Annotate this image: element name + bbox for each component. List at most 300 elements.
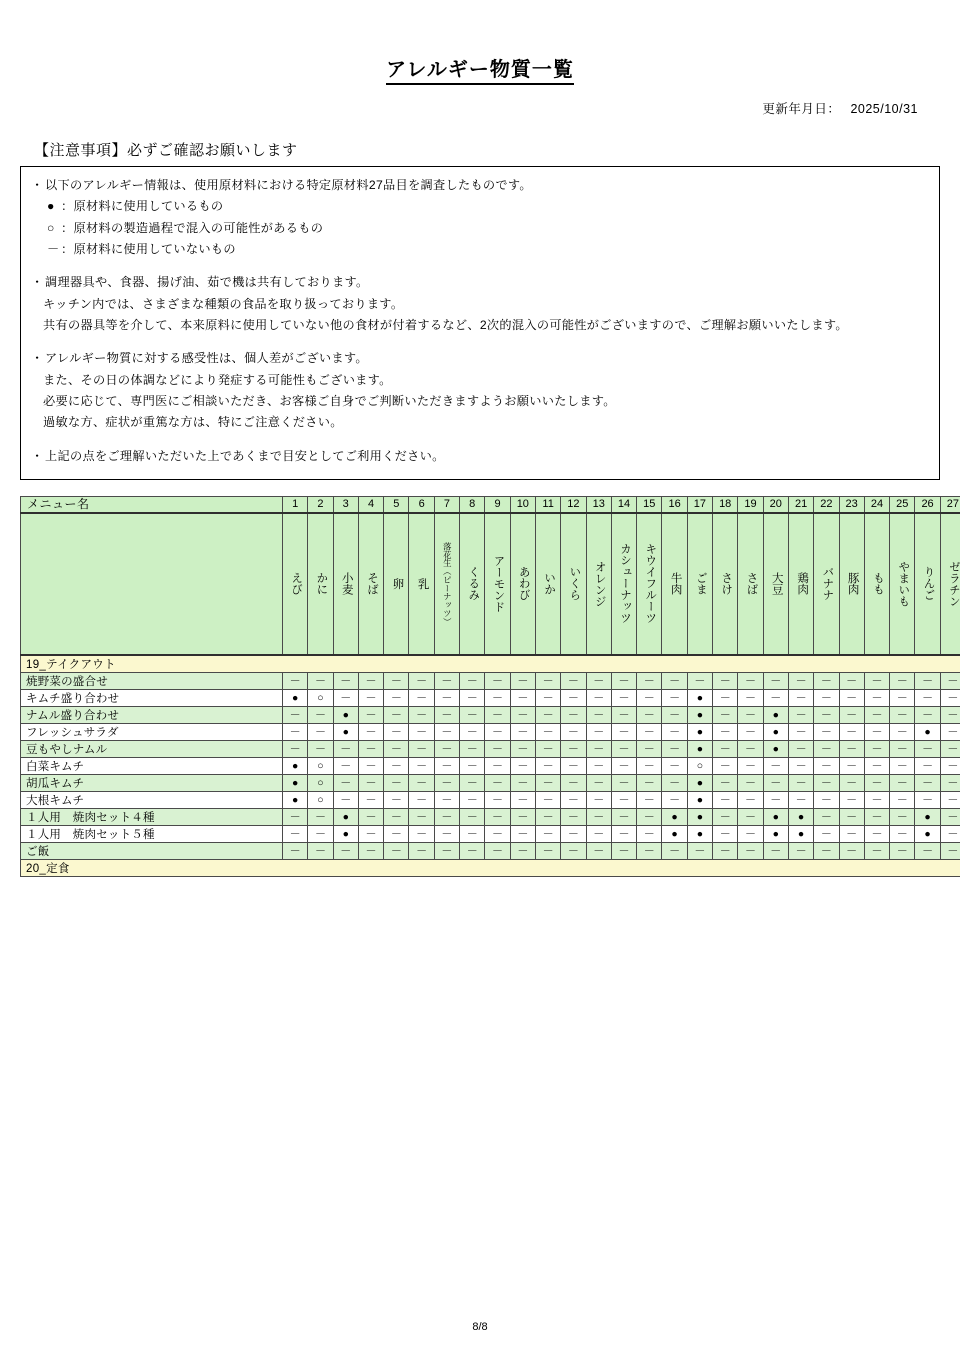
allergen-cell-1 bbox=[283, 757, 308, 774]
allergen-cell-20 bbox=[763, 842, 788, 859]
allergen-mark: － bbox=[947, 674, 959, 687]
allergen-header-22 bbox=[814, 513, 839, 655]
allergen-cell-3 bbox=[333, 689, 358, 706]
allergen-name-label: 豚肉 bbox=[846, 572, 859, 596]
allergen-cell-10 bbox=[510, 842, 535, 859]
allergen-name-label: ゼラチン bbox=[947, 560, 960, 607]
allergen-cell-5 bbox=[384, 706, 409, 723]
allergen-cell-5 bbox=[384, 672, 409, 689]
allergen-name-label: カシューナッツ bbox=[618, 543, 631, 624]
allergen-mark: － bbox=[871, 742, 883, 755]
allergen-mark: － bbox=[517, 691, 529, 704]
table-row bbox=[21, 842, 960, 859]
allergen-cell-19 bbox=[738, 706, 763, 723]
notice-heading: 【注意事項】必ずご確認お願いします bbox=[34, 142, 298, 159]
allergen-cell-10 bbox=[510, 808, 535, 825]
allergen-mark: － bbox=[795, 674, 807, 687]
allergen-name-label: あわび bbox=[517, 566, 530, 601]
allergen-mark: － bbox=[669, 742, 681, 755]
allergen-cell-1 bbox=[283, 723, 308, 740]
allergen-name-label: やまいも bbox=[897, 560, 910, 607]
allergen-cell-21 bbox=[788, 774, 813, 791]
allergen-mark: － bbox=[744, 759, 756, 772]
allergen-number-17: 17 bbox=[687, 497, 712, 513]
allergen-cell-16 bbox=[662, 740, 687, 757]
allergen-mark: － bbox=[517, 776, 529, 789]
allergen-number-2: 2 bbox=[308, 497, 333, 513]
allergen-mark: ○ bbox=[317, 691, 324, 704]
allergen-cell-10 bbox=[510, 706, 535, 723]
allergen-mark: ● bbox=[671, 827, 678, 840]
allergen-number-7: 7 bbox=[434, 497, 459, 513]
allergen-mark: ● bbox=[291, 793, 299, 806]
allergen-mark: － bbox=[871, 793, 883, 806]
allergen-mark: － bbox=[365, 776, 377, 789]
allergen-cell-23 bbox=[839, 672, 864, 689]
allergen-mark: － bbox=[466, 810, 478, 823]
allergen-table bbox=[20, 496, 960, 877]
allergen-cell-6 bbox=[409, 740, 434, 757]
menu-item-label: 白菜キムチ bbox=[21, 757, 283, 774]
notice-bullet-icon: ・ bbox=[31, 448, 44, 463]
allergen-mark: － bbox=[567, 776, 579, 789]
allergen-mark: － bbox=[896, 674, 908, 687]
allergen-mark: － bbox=[744, 844, 756, 857]
allergen-cell-1 bbox=[283, 825, 308, 842]
allergen-cell-4 bbox=[358, 757, 383, 774]
allergen-cell-11 bbox=[535, 808, 560, 825]
allergen-cell-20 bbox=[763, 808, 788, 825]
allergen-cell-22 bbox=[814, 689, 839, 706]
menu-item-label: 豆もやしナムル bbox=[21, 740, 283, 757]
allergen-mark: － bbox=[744, 674, 756, 687]
allergen-mark: ● bbox=[696, 793, 704, 806]
allergen-mark: － bbox=[340, 793, 352, 806]
allergen-mark: － bbox=[820, 827, 832, 840]
allergen-cell-5 bbox=[384, 689, 409, 706]
allergen-header-12 bbox=[561, 513, 586, 655]
allergen-cell-20 bbox=[763, 723, 788, 740]
allergen-cell-3 bbox=[333, 757, 358, 774]
allergen-name-label: もも bbox=[871, 572, 884, 596]
allergen-cell-23 bbox=[839, 757, 864, 774]
allergen-cell-8 bbox=[460, 672, 485, 689]
allergen-mark: － bbox=[643, 759, 655, 772]
allergen-mark: － bbox=[441, 674, 453, 687]
allergen-cell-23 bbox=[839, 842, 864, 859]
allergen-mark: － bbox=[441, 708, 453, 721]
notice-line bbox=[31, 272, 929, 293]
allergen-mark: ○ bbox=[317, 793, 324, 806]
allergen-mark: － bbox=[820, 844, 832, 857]
page-title: アレルギー物質一覧 bbox=[386, 58, 574, 85]
allergen-cell-18 bbox=[713, 825, 738, 842]
allergen-mark: ● bbox=[696, 827, 704, 840]
allergen-mark: ● bbox=[772, 810, 779, 823]
allergen-mark: － bbox=[795, 708, 807, 721]
allergen-mark: － bbox=[669, 708, 681, 721]
allergen-mark: － bbox=[618, 759, 630, 772]
allergen-cell-18 bbox=[713, 757, 738, 774]
allergen-mark: － bbox=[643, 810, 655, 823]
allergen-name-label: 鶏肉 bbox=[796, 572, 809, 596]
allergen-mark: － bbox=[593, 844, 605, 857]
allergen-mark: － bbox=[669, 725, 681, 738]
allergen-mark: － bbox=[770, 793, 782, 806]
allergen-header-20 bbox=[763, 513, 788, 655]
allergen-cell-14 bbox=[611, 740, 636, 757]
allergen-cell-17 bbox=[687, 757, 712, 774]
allergen-number-25: 25 bbox=[890, 497, 915, 513]
allergen-cell-8 bbox=[460, 757, 485, 774]
allergen-mark: － bbox=[542, 708, 554, 721]
allergen-name-label: くるみ bbox=[467, 566, 480, 601]
allergen-mark: ● bbox=[924, 827, 931, 840]
allergen-header-26 bbox=[915, 513, 940, 655]
allergen-mark: － bbox=[922, 691, 934, 704]
allergen-mark: － bbox=[416, 810, 428, 823]
allergen-mark: － bbox=[416, 827, 428, 840]
allergen-cell-14 bbox=[611, 689, 636, 706]
allergen-cell-15 bbox=[637, 774, 662, 791]
allergen-header-4 bbox=[358, 513, 383, 655]
allergen-mark: － bbox=[618, 776, 630, 789]
allergen-number-4: 4 bbox=[358, 497, 383, 513]
allergen-mark: － bbox=[390, 776, 402, 789]
update-date-label: 更新年月日： bbox=[762, 102, 841, 116]
allergen-cell-15 bbox=[637, 740, 662, 757]
allergen-mark: － bbox=[416, 674, 428, 687]
allergen-cell-1 bbox=[283, 740, 308, 757]
allergen-cell-13 bbox=[586, 774, 611, 791]
allergen-cell-22 bbox=[814, 740, 839, 757]
allergen-mark: － bbox=[820, 674, 832, 687]
allergen-cell-24 bbox=[864, 774, 889, 791]
allergen-cell-19 bbox=[738, 842, 763, 859]
allergen-cell-7 bbox=[434, 672, 459, 689]
allergen-mark: － bbox=[416, 759, 428, 772]
allergen-mark: － bbox=[517, 759, 529, 772]
allergen-mark: － bbox=[340, 691, 352, 704]
allergen-mark: － bbox=[593, 810, 605, 823]
allergen-mark: － bbox=[820, 691, 832, 704]
allergen-mark: － bbox=[492, 691, 504, 704]
allergen-cell-8 bbox=[460, 774, 485, 791]
allergen-name-label: そば bbox=[366, 572, 379, 596]
allergen-cell-15 bbox=[637, 791, 662, 808]
allergen-cell-7 bbox=[434, 706, 459, 723]
allergen-mark: － bbox=[719, 810, 731, 823]
allergen-cell-2 bbox=[308, 825, 333, 842]
allergen-cell-16 bbox=[662, 825, 687, 842]
allergen-cell-26 bbox=[915, 808, 940, 825]
allergen-mark: － bbox=[846, 776, 858, 789]
allergen-cell-26 bbox=[915, 757, 940, 774]
allergen-mark: － bbox=[314, 725, 326, 738]
allergen-cell-22 bbox=[814, 757, 839, 774]
allergen-mark: ● bbox=[924, 725, 931, 738]
allergen-cell-18 bbox=[713, 672, 738, 689]
notice-bullet-icon: ・ bbox=[31, 178, 44, 192]
allergen-cell-18 bbox=[713, 706, 738, 723]
allergen-mark: － bbox=[492, 844, 504, 857]
allergen-cell-8 bbox=[460, 706, 485, 723]
allergen-mark: － bbox=[770, 759, 782, 772]
allergen-mark: － bbox=[795, 759, 807, 772]
notice-line bbox=[31, 294, 929, 315]
allergen-cell-22 bbox=[814, 723, 839, 740]
allergen-mark: ● bbox=[772, 725, 779, 738]
allergen-mark: － bbox=[593, 708, 605, 721]
allergen-mark: － bbox=[922, 776, 934, 789]
allergen-cell-10 bbox=[510, 689, 535, 706]
allergen-mark: － bbox=[871, 827, 883, 840]
notice-bullet-icon: － bbox=[47, 242, 60, 257]
allergen-cell-10 bbox=[510, 672, 535, 689]
allergen-cell-1 bbox=[283, 808, 308, 825]
allergen-header-5 bbox=[384, 513, 409, 655]
allergen-mark: － bbox=[820, 776, 832, 789]
allergen-mark: － bbox=[896, 827, 908, 840]
allergen-cell-26 bbox=[915, 740, 940, 757]
allergen-mark: － bbox=[719, 742, 731, 755]
allergen-cell-2 bbox=[308, 689, 333, 706]
allergen-cell-12 bbox=[561, 825, 586, 842]
allergen-cell-1 bbox=[283, 689, 308, 706]
allergen-cell-2 bbox=[308, 706, 333, 723]
allergen-cell-17 bbox=[687, 774, 712, 791]
allergen-mark: － bbox=[492, 827, 504, 840]
allergen-cell-9 bbox=[485, 672, 510, 689]
allergen-mark: ● bbox=[924, 810, 931, 823]
allergen-mark: － bbox=[643, 725, 655, 738]
allergen-header-6 bbox=[409, 513, 434, 655]
allergen-cell-19 bbox=[738, 808, 763, 825]
allergen-number-12: 12 bbox=[561, 497, 586, 513]
allergen-cell-2 bbox=[308, 808, 333, 825]
allergen-cell-2 bbox=[308, 842, 333, 859]
allergen-cell-27 bbox=[940, 774, 960, 791]
allergen-cell-12 bbox=[561, 706, 586, 723]
allergen-mark: － bbox=[820, 725, 832, 738]
allergen-mark: － bbox=[947, 759, 959, 772]
allergen-mark: ● bbox=[696, 708, 704, 721]
allergen-cell-11 bbox=[535, 825, 560, 842]
allergen-cell-12 bbox=[561, 842, 586, 859]
allergen-cell-2 bbox=[308, 774, 333, 791]
allergen-cell-26 bbox=[915, 774, 940, 791]
allergen-cell-13 bbox=[586, 740, 611, 757]
allergen-cell-22 bbox=[814, 808, 839, 825]
allergen-cell-24 bbox=[864, 706, 889, 723]
allergen-mark: － bbox=[846, 725, 858, 738]
allergen-mark: － bbox=[542, 776, 554, 789]
allergen-cell-20 bbox=[763, 757, 788, 774]
allergen-name-label: さば bbox=[745, 572, 758, 596]
allergen-cell-16 bbox=[662, 706, 687, 723]
allergen-name-label: さけ bbox=[720, 572, 733, 596]
allergen-mark: － bbox=[820, 793, 832, 806]
update-date-line bbox=[20, 99, 940, 117]
allergen-mark: － bbox=[390, 759, 402, 772]
allergen-cell-27 bbox=[940, 791, 960, 808]
allergen-mark: ● bbox=[342, 810, 349, 823]
allergen-mark: － bbox=[517, 708, 529, 721]
allergen-mark: － bbox=[492, 776, 504, 789]
allergen-mark: － bbox=[871, 810, 883, 823]
notice-line-text: また、その日の体調などにより発症する可能性もございます。 bbox=[43, 372, 392, 387]
allergen-mark: － bbox=[795, 725, 807, 738]
allergen-mark: － bbox=[365, 793, 377, 806]
allergen-mark: － bbox=[795, 691, 807, 704]
allergen-mark: － bbox=[289, 725, 301, 738]
allergen-cell-9 bbox=[485, 723, 510, 740]
allergen-mark: － bbox=[795, 776, 807, 789]
allergen-cell-7 bbox=[434, 791, 459, 808]
allergen-number-3: 3 bbox=[333, 497, 358, 513]
allergen-mark: － bbox=[871, 691, 883, 704]
allergen-cell-26 bbox=[915, 706, 940, 723]
allergen-cell-15 bbox=[637, 825, 662, 842]
allergen-mark: － bbox=[466, 759, 478, 772]
allergen-cell-4 bbox=[358, 774, 383, 791]
allergen-cell-13 bbox=[586, 689, 611, 706]
allergen-header-16 bbox=[662, 513, 687, 655]
allergen-cell-24 bbox=[864, 791, 889, 808]
allergen-mark: ○ bbox=[696, 759, 704, 772]
allergen-mark: － bbox=[567, 793, 579, 806]
allergen-mark: － bbox=[922, 742, 934, 755]
allergen-mark: － bbox=[618, 844, 630, 857]
allergen-header-14 bbox=[611, 513, 636, 655]
allergen-cell-7 bbox=[434, 689, 459, 706]
allergen-cell-7 bbox=[434, 740, 459, 757]
allergen-cell-19 bbox=[738, 825, 763, 842]
allergen-cell-13 bbox=[586, 842, 611, 859]
allergen-header-19 bbox=[738, 513, 763, 655]
allergen-cell-14 bbox=[611, 723, 636, 740]
allergen-mark: － bbox=[466, 776, 478, 789]
allergen-mark: ● bbox=[772, 708, 779, 721]
allergen-cell-2 bbox=[308, 723, 333, 740]
allergen-mark: － bbox=[466, 691, 478, 704]
allergen-cell-12 bbox=[561, 672, 586, 689]
allergen-mark: － bbox=[340, 759, 352, 772]
allergen-cell-11 bbox=[535, 757, 560, 774]
allergen-number-10: 10 bbox=[510, 497, 535, 513]
allergen-cell-5 bbox=[384, 757, 409, 774]
notice-line bbox=[31, 315, 929, 336]
allergen-mark: － bbox=[846, 827, 858, 840]
allergen-cell-22 bbox=[814, 791, 839, 808]
allergen-cell-2 bbox=[308, 740, 333, 757]
allergen-mark: － bbox=[618, 827, 630, 840]
allergen-mark: － bbox=[567, 810, 579, 823]
allergen-number-8: 8 bbox=[460, 497, 485, 513]
allergen-mark: － bbox=[744, 725, 756, 738]
allergen-mark: － bbox=[896, 844, 908, 857]
allergen-cell-8 bbox=[460, 808, 485, 825]
menu-item-label: ご飯 bbox=[21, 842, 283, 859]
allergen-cell-26 bbox=[915, 842, 940, 859]
allergen-cell-21 bbox=[788, 825, 813, 842]
allergen-mark: － bbox=[947, 776, 959, 789]
allergen-mark: － bbox=[643, 742, 655, 755]
allergen-mark: － bbox=[770, 674, 782, 687]
allergen-number-19: 19 bbox=[738, 497, 763, 513]
allergen-header-24 bbox=[864, 513, 889, 655]
notice-line bbox=[31, 348, 929, 369]
allergen-header-23 bbox=[839, 513, 864, 655]
allergen-cell-9 bbox=[485, 689, 510, 706]
allergen-mark: － bbox=[922, 844, 934, 857]
allergen-mark: － bbox=[466, 793, 478, 806]
allergen-cell-14 bbox=[611, 774, 636, 791]
allergen-cell-23 bbox=[839, 689, 864, 706]
allergen-cell-18 bbox=[713, 689, 738, 706]
notice-line bbox=[31, 446, 929, 467]
allergen-cell-22 bbox=[814, 706, 839, 723]
allergen-mark: － bbox=[618, 674, 630, 687]
allergen-cell-21 bbox=[788, 723, 813, 740]
allergen-mark: － bbox=[542, 827, 554, 840]
allergen-mark: － bbox=[871, 776, 883, 789]
allergen-cell-19 bbox=[738, 723, 763, 740]
allergen-mark: － bbox=[492, 759, 504, 772]
allergen-cell-5 bbox=[384, 808, 409, 825]
allergen-cell-16 bbox=[662, 842, 687, 859]
allergen-number-6: 6 bbox=[409, 497, 434, 513]
allergen-mark: － bbox=[694, 674, 706, 687]
menu-item-label: １人用 焼肉セット４種 bbox=[21, 808, 283, 825]
allergen-mark: － bbox=[492, 793, 504, 806]
allergen-name-label: ごま bbox=[694, 572, 707, 596]
allergen-cell-11 bbox=[535, 774, 560, 791]
allergen-mark: － bbox=[669, 759, 681, 772]
allergen-mark: ● bbox=[291, 776, 299, 789]
allergen-cell-16 bbox=[662, 808, 687, 825]
allergen-mark: － bbox=[719, 793, 731, 806]
allergen-cell-10 bbox=[510, 774, 535, 791]
allergen-cell-15 bbox=[637, 842, 662, 859]
allergen-mark: － bbox=[669, 674, 681, 687]
allergen-name-label: キウイフルーツ bbox=[644, 543, 657, 624]
notice-line bbox=[31, 412, 929, 433]
allergen-cell-11 bbox=[535, 689, 560, 706]
allergen-number-21: 21 bbox=[788, 497, 813, 513]
allergen-mark: － bbox=[567, 827, 579, 840]
allergen-cell-8 bbox=[460, 689, 485, 706]
allergen-header-21 bbox=[788, 513, 813, 655]
allergen-mark: － bbox=[390, 844, 402, 857]
allergen-name-label: 牛肉 bbox=[669, 572, 682, 596]
allergen-mark: － bbox=[593, 776, 605, 789]
allergen-mark: － bbox=[618, 793, 630, 806]
allergen-cell-3 bbox=[333, 791, 358, 808]
allergen-cell-1 bbox=[283, 842, 308, 859]
allergen-header-7 bbox=[434, 513, 459, 655]
allergen-cell-25 bbox=[890, 842, 915, 859]
allergen-cell-5 bbox=[384, 774, 409, 791]
allergen-cell-3 bbox=[333, 842, 358, 859]
allergen-mark: － bbox=[947, 742, 959, 755]
table-row bbox=[21, 791, 960, 808]
allergen-cell-21 bbox=[788, 689, 813, 706]
allergen-mark: － bbox=[416, 844, 428, 857]
allergen-name-label: 大豆 bbox=[770, 572, 783, 596]
allergen-mark: ● bbox=[342, 827, 349, 840]
table-row bbox=[21, 757, 960, 774]
